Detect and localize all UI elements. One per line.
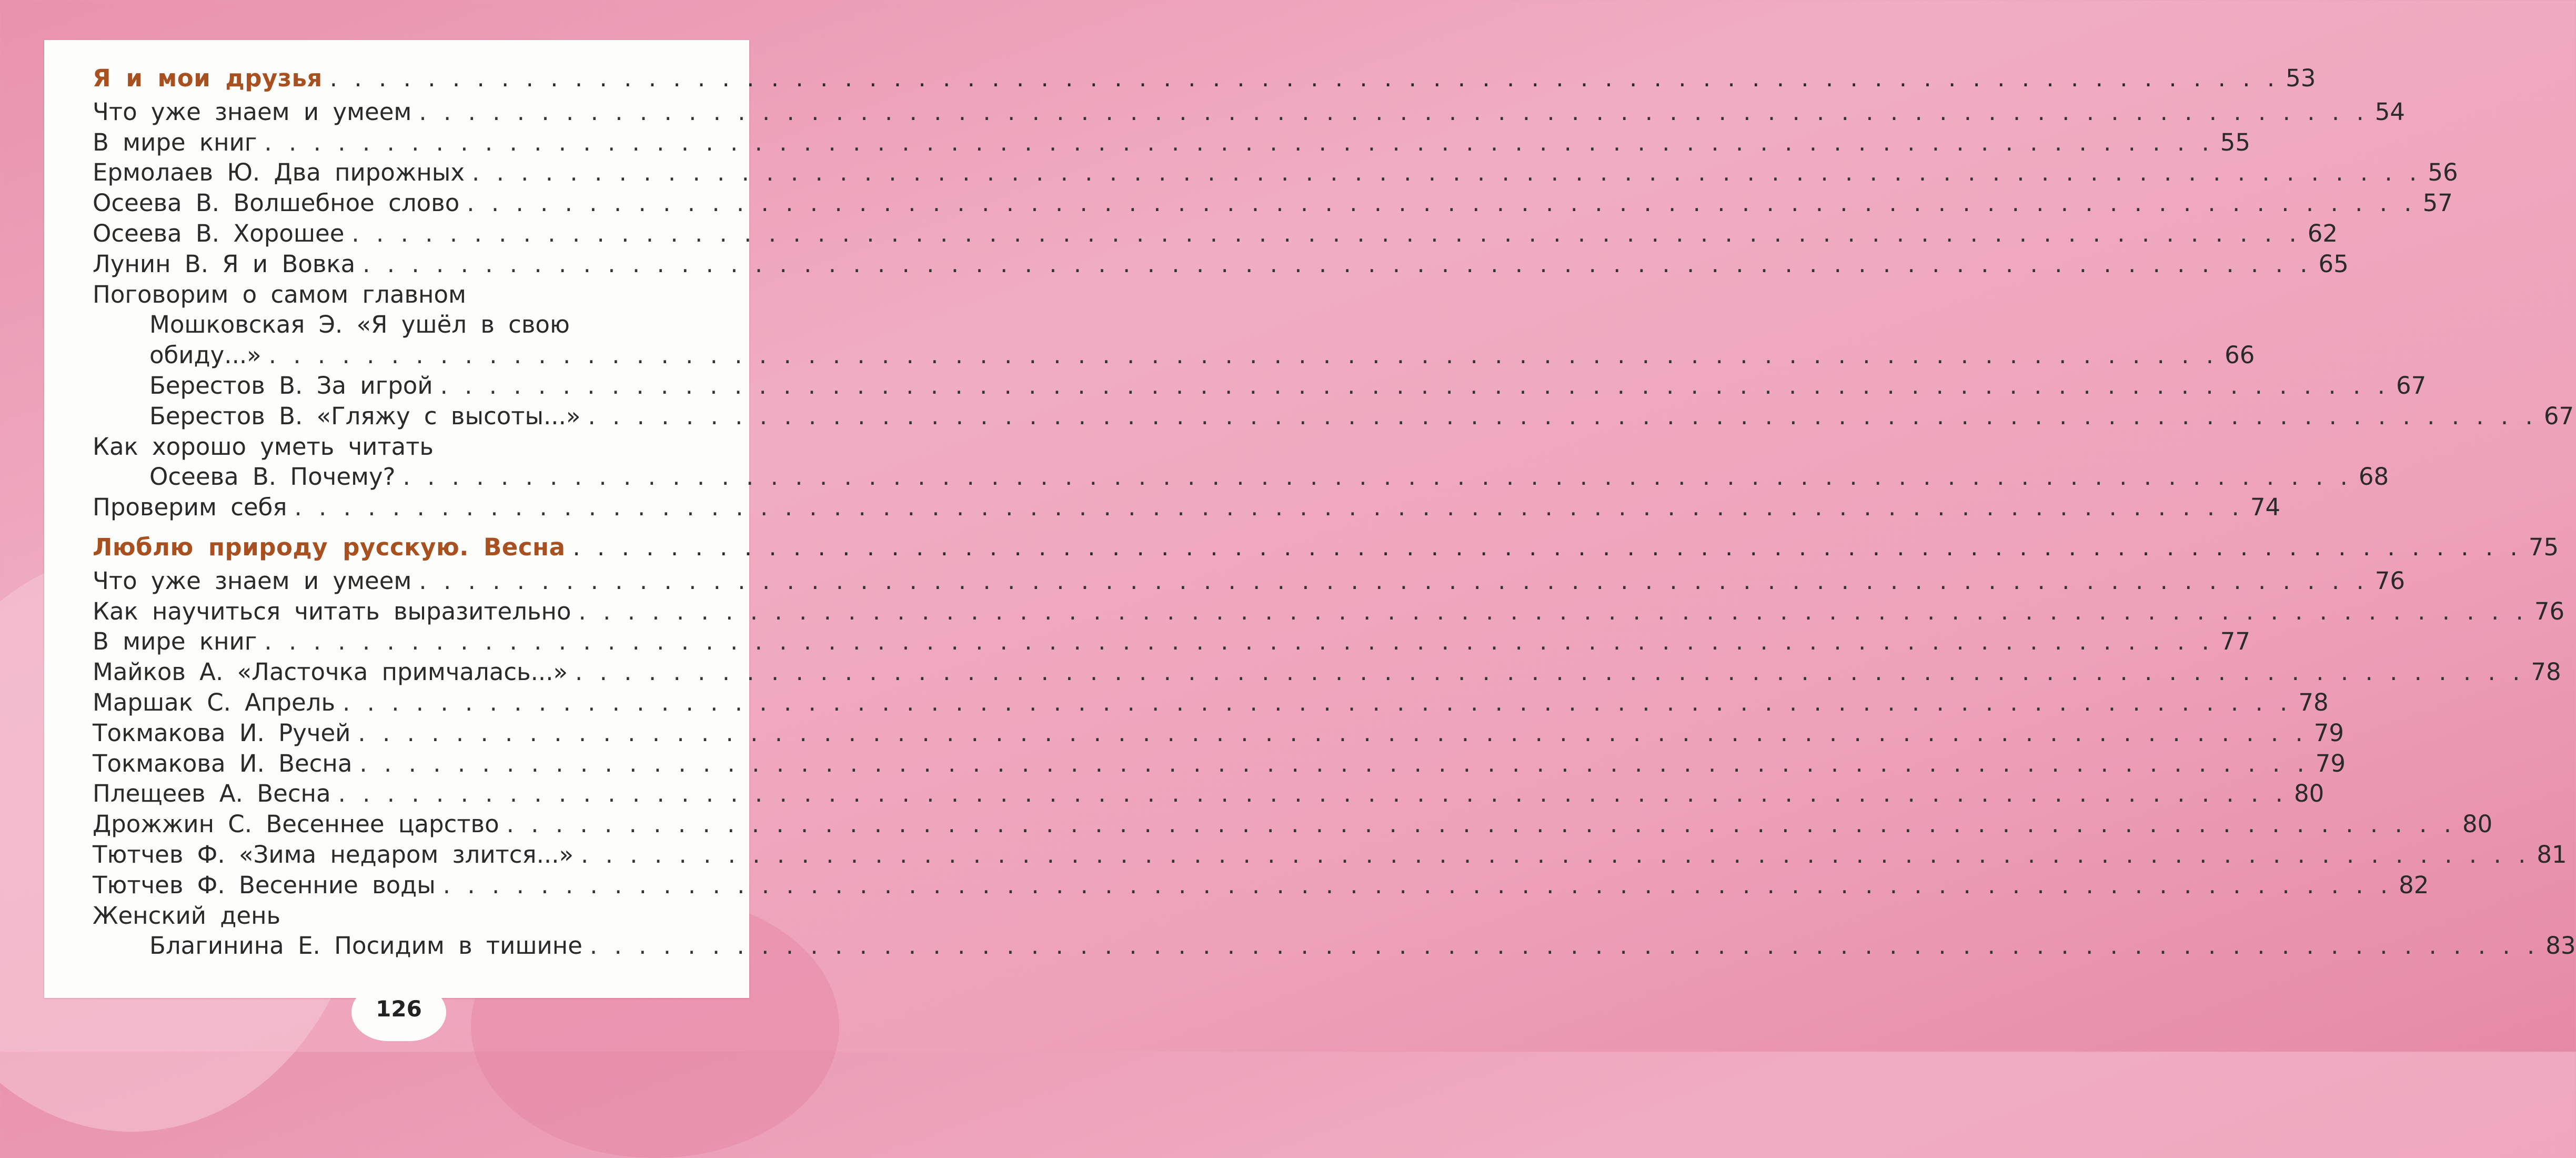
dot-leader: . . . . . . . . . . . . . . . . . . . . . . . . . . . . . . . . . . . . . . . . . . . . . . . . . . . . . . . . . . . . . . . . . . . . . . . . . . . . . . . . (589, 932, 2540, 960)
toc-entry-title: Майков А. «Ласточка примчалась...» (93, 658, 568, 686)
toc-entry-title: Как научиться читать выразительно (93, 597, 571, 625)
page-number: 126 (376, 996, 422, 1022)
toc-entry-title: Токмакова И. Ручей (93, 718, 351, 747)
toc-entry (93, 840, 2567, 870)
toc-entry (93, 340, 2255, 371)
toc-entry-page: 74 (2250, 493, 2281, 522)
toc-entry (93, 310, 731, 340)
toc-entry-page: 76 (2534, 597, 2565, 625)
toc-entry (93, 371, 2427, 401)
toc-entry (93, 462, 2389, 492)
section-heading (93, 532, 2559, 563)
toc-entry-title: Осеева В. Волшебное слово (93, 189, 460, 217)
dot-leader: . . . . . . . . . . . . . . . . . . . . . . . . . . . . . . . . . . . . . . . . . . . . . . . . . . . . . . . . . . . . . . . . . . . . . . . . . . . . . . . . (572, 533, 2522, 561)
dot-leader: . . . . . . . . . . . . . . . . . . . . . . . . . . . . . . . . . . . . . . . . . . . . . . . . . . . . . . . . . . . . . . . . . . . . . . . . . . . . . . . . (578, 597, 2528, 625)
toc-entry (93, 249, 2349, 279)
toc-entry-title: Поговорим о самом главном (93, 280, 466, 308)
toc-entry (93, 901, 731, 931)
section-heading-page: 53 (2286, 64, 2316, 92)
section-heading-page: 75 (2528, 533, 2559, 561)
dot-leader: . . . . . . . . . . . . . . . . . . . . . . . . . . . . . . . . . . . . . . . . . . . . . . . . . . . . . . . . . . . . . . . . . . . . . . . . . . . . . . . . (467, 189, 2417, 217)
toc-entry-title: Что уже знаем и умеем (93, 97, 412, 126)
toc-entry-title: Маршак С. Апрель (93, 688, 335, 716)
toc-entry-title: Плещеев А. Весна (93, 780, 331, 808)
toc-entry (93, 718, 2344, 748)
toc-entry-title: Что уже знаем и умеем (93, 566, 412, 595)
toc-entry-page: 68 (2358, 463, 2389, 491)
dot-leader: . . . . . . . . . . . . . . . . . . . . . . . . . . . . . . . . . . . . . . . . . . . . . . . . . . . . . . . . . . . . . . . . . . . . . . . . . . . . . . . . (351, 219, 2301, 247)
toc-entry-title: Дрожжин С. Весеннее царство (93, 810, 499, 838)
toc-entry-page: 83 (2545, 932, 2576, 960)
toc-entry-title: Тютчев Ф. «Зима недаром злится...» (93, 840, 574, 868)
toc-entry (93, 596, 2565, 627)
dot-leader: . . . . . . . . . . . . . . . . . . . . . . . . . . . . . . . . . . . . . . . . . . . . . . . . . . . . . . . . . . . . . . . . . . . . . . . . . . . . . . . . (440, 371, 2390, 400)
dot-leader: . . . . . . . . . . . . . . . . . . . . . . . . . . . . . . . . . . . . . . . . . . . . . . . . . . . . . . . . . . . . . . . . . . . . . . . . . . . . . . . . (419, 566, 2369, 595)
toc-entry-title: Токмакова И. Весна (93, 749, 353, 777)
toc-entry-page: 66 (2225, 341, 2255, 370)
toc-entry-title: обиду...» (149, 341, 261, 370)
toc-entry-page: 67 (2396, 371, 2427, 400)
toc-entry (93, 626, 2251, 657)
toc-entry-page: 80 (2293, 780, 2325, 808)
toc-entry-page: 79 (2315, 749, 2346, 777)
toc-entry (93, 657, 2561, 687)
dot-leader: . . . . . . . . . . . . . . . . . . . . . . . . . . . . . . . . . . . . . . . . . . . . . . . . . . . . . . . . . . . . . . . . . . . . . . . . . . . . . . . . (358, 718, 2308, 747)
toc-entry-page: 67 (2543, 402, 2574, 430)
toc-entry-page: 76 (2374, 566, 2406, 595)
table-of-contents-page (44, 40, 2576, 998)
toc-entry (93, 97, 2406, 127)
toc-entry-page: 55 (2220, 128, 2251, 156)
toc-entry-page: 82 (2399, 871, 2429, 899)
section-heading (93, 63, 2316, 94)
dot-leader: . . . . . . . . . . . . . . . . . . . . . . . . . . . . . . . . . . . . . . . . . . . . . . . . . . . . . . . . . . . . . . . . . . . . . . . . . . . . . . . . (264, 128, 2214, 156)
toc-entry-title: Берестов В. «Гляжу с высоты...» (149, 402, 581, 430)
dot-leader: . . . . . . . . . . . . . . . . . . . . . . . . . . . . . . . . . . . . . . . . . . . . . . . . . . . . . . . . . . . . . . . . . . . . . . . . . . . . . . . . (471, 158, 2422, 187)
toc-entry-title: Берестов В. За игрой (149, 371, 433, 400)
toc-entry-page: 56 (2428, 158, 2458, 187)
toc-entry-title: Осеева В. Почему? (149, 463, 396, 491)
section-heading-title: Люблю природу русскую. Весна (93, 533, 566, 561)
toc-entry (93, 748, 2346, 779)
toc-entry-page: 79 (2313, 718, 2344, 747)
toc-entry (93, 492, 2281, 523)
dot-leader: . . . . . . . . . . . . . . . . . . . . . . . . . . . . . . . . . . . . . . . . . . . . . . . . . . . . . . . . . . . . . . . . . . . . . . . . . . . . . . . . (342, 688, 2292, 716)
toc-entry (93, 188, 2453, 218)
dot-leader: . . . . . . . . . . . . . . . . . . . . . . . . . . . . . . . . . . . . . . . . . . . . . . . . . . . . . . . . . . . . . . . . . . . . . . . . . . . . . . . . (419, 97, 2369, 126)
toc-entry-title: В мире книг (93, 627, 257, 656)
toc-entry (93, 566, 2406, 596)
toc-entry (93, 931, 2576, 961)
toc-entry-page: 62 (2307, 219, 2338, 247)
toc-entry-page: 80 (2462, 810, 2493, 838)
section-gap (93, 523, 731, 530)
dot-leader: . . . . . . . . . . . . . . . . . . . . . . . . . . . . . . . . . . . . . . . . . . . . . . . . . . . . . . . . . . . . . . . . . . . . . . . . . . . . . . . . (268, 341, 2219, 370)
dot-leader: . . . . . . . . . . . . . . . . . . . . . . . . . . . . . . . . . . . . . . . . . . . . . . . . . . . . . . . . . . . . . . . . . . . . . . . . . . . . . . . . (363, 249, 2312, 278)
toc-entry-title: Лунин В. Я и Вовка (93, 249, 356, 278)
toc-entry (93, 687, 2329, 718)
toc-entry (93, 809, 2493, 840)
toc-entry-title: Тютчев Ф. Весенние воды (93, 871, 436, 899)
toc-entry-title: Осеева В. Хорошее (93, 219, 345, 247)
toc-entry (93, 432, 731, 462)
toc-entry-page: 77 (2220, 627, 2251, 656)
toc-entry-page: 81 (2537, 840, 2567, 868)
toc-entry (93, 127, 2251, 158)
dot-leader: . . . . . . . . . . . . . . . . . . . . . . . . . . . . . . . . . . . . . . . . . . . . . . . . . . . . . . . . . . . . . . . . . . . . . . . . . . . . . . . . (338, 780, 2288, 808)
toc-entry-page: 65 (2318, 249, 2349, 278)
dot-leader: . . . . . . . . . . . . . . . . . . . . . . . . . . . . . . . . . . . . . . . . . . . . . . . . . . . . . . . . . . . . . . . . . . . . . . . . . . . . . . . . (581, 840, 2531, 868)
dot-leader: . . . . . . . . . . . . . . . . . . . . . . . . . . . . . . . . . . . . . . . . . . . . . . . . . . . . . . . . . . . . . . . . . . . . . . . . . . . . . . . . (506, 810, 2456, 838)
dot-leader: . . . . . . . . . . . . . . . . . . . . . . . . . . . . . . . . . . . . . . . . . . . . . . . . . . . . . . . . . . . . . . . . . . . . . . . . . . . . . . . . (329, 64, 2280, 92)
toc-entry-title: Женский день (93, 901, 281, 930)
dot-leader: . . . . . . . . . . . . . . . . . . . . . . . . . . . . . . . . . . . . . . . . . . . . . . . . . . . . . . . . . . . . . . . . . . . . . . . . . . . . . . . . (442, 871, 2393, 899)
toc-entry (93, 778, 2325, 809)
toc-entry-title: Мошковская Э. «Я ушёл в свою (149, 311, 570, 339)
toc-entry-title: Ермолаев Ю. Два пирожных (93, 158, 465, 187)
toc-entry-title: Как хорошо уметь читать (93, 432, 434, 461)
dot-leader: . . . . . . . . . . . . . . . . . . . . . . . . . . . . . . . . . . . . . . . . . . . . . . . . . . . . . . . . . . . . . . . . . . . . . . . . . . . . . . . . (359, 749, 2309, 777)
toc-entry-page: 78 (2298, 688, 2329, 716)
toc-entry (93, 401, 2574, 432)
toc-entry (93, 218, 2338, 249)
dot-leader: . . . . . . . . . . . . . . . . . . . . . . . . . . . . . . . . . . . . . . . . . . . . . . . . . . . . . . . . . . . . . . . . . . . . . . . . . . . . . . . . (588, 402, 2538, 430)
dot-leader: . . . . . . . . . . . . . . . . . . . . . . . . . . . . . . . . . . . . . . . . . . . . . . . . . . . . . . . . . . . . . . . . . . . . . . . . . . . . . . . . (294, 493, 2244, 522)
dot-leader: . . . . . . . . . . . . . . . . . . . . . . . . . . . . . . . . . . . . . . . . . . . . . . . . . . . . . . . . . . . . . . . . . . . . . . . . . . . . . . . . (402, 463, 2352, 491)
toc-entry-title: Проверим себя (93, 493, 287, 522)
section-heading-title: Я и мои друзья (93, 64, 323, 92)
toc-entry (93, 157, 2458, 188)
toc-entry-page: 54 (2374, 97, 2406, 126)
toc-entry (93, 279, 731, 310)
toc-entry-title: Благинина Е. Посидим в тишине (149, 932, 582, 960)
toc-entry (93, 870, 2429, 901)
dot-leader: . . . . . . . . . . . . . . . . . . . . . . . . . . . . . . . . . . . . . . . . . . . . . . . . . . . . . . . . . . . . . . . . . . . . . . . . . . . . . . . . (264, 627, 2214, 656)
toc-entry-title: В мире книг (93, 128, 257, 156)
toc-entry-page: 78 (2531, 658, 2561, 686)
table-of-contents (93, 63, 2576, 961)
toc-entry-page: 57 (2422, 189, 2453, 217)
dot-leader: . . . . . . . . . . . . . . . . . . . . . . . . . . . . . . . . . . . . . . . . . . . . . . . . . . . . . . . . . . . . . . . . . . . . . . . . . . . . . . . . (575, 658, 2525, 686)
